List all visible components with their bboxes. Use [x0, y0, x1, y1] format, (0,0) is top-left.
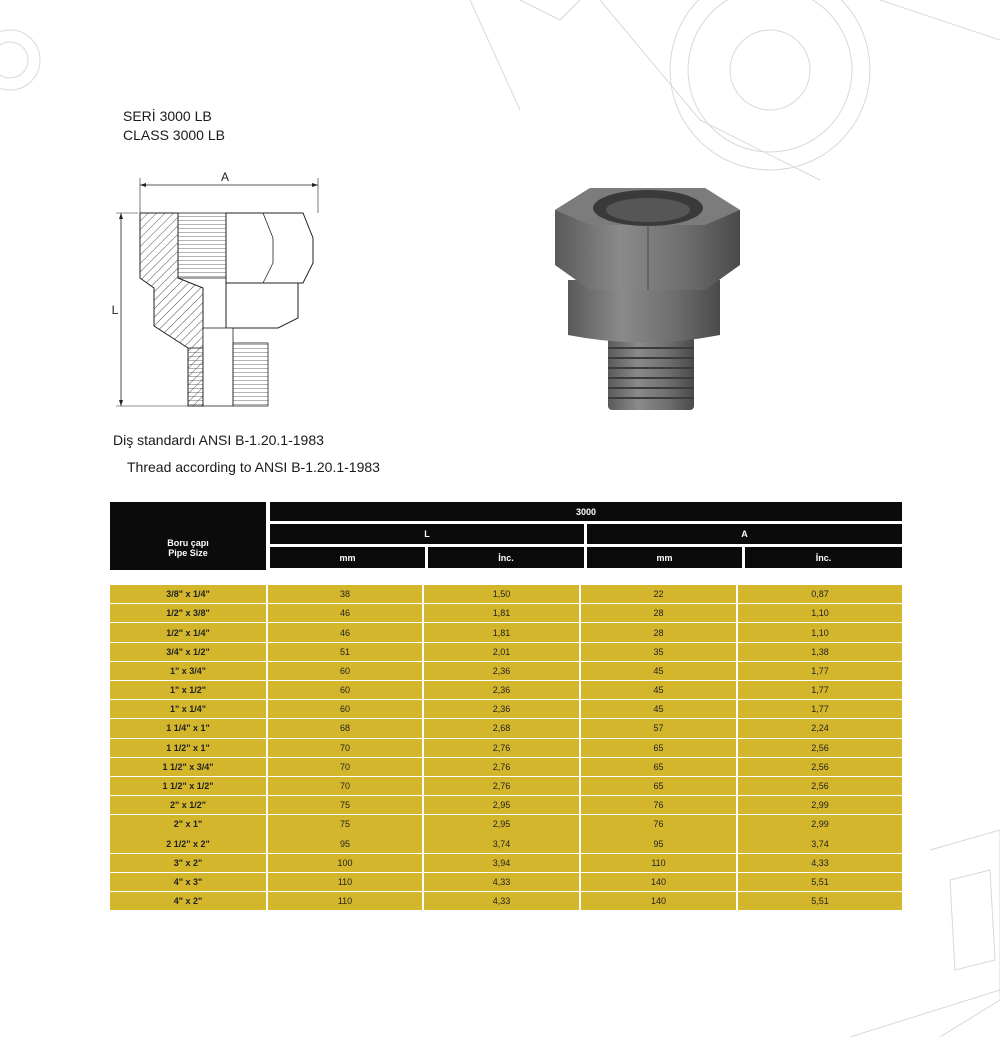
col-l-inc: İnc.	[428, 547, 584, 568]
table-row	[110, 681, 902, 699]
cell-size: 1" x 1/4"	[110, 700, 268, 718]
cell-a-mm: 65	[581, 777, 738, 795]
table-row	[110, 643, 902, 661]
cell-l-inc: 2,76	[424, 777, 581, 795]
thread-note-tr: Diş standardı ANSI B-1.20.1-1983	[113, 432, 324, 448]
cell-size: 4" x 3"	[110, 873, 268, 891]
cell-a-mm: 22	[581, 585, 738, 603]
cell-a-inc: 1,77	[738, 662, 902, 680]
cell-a-mm: 28	[581, 623, 738, 641]
class-header: 3000	[270, 502, 902, 521]
cell-a-mm: 76	[581, 796, 738, 814]
cell-a-mm: 140	[581, 873, 738, 891]
cell-a-mm: 76	[581, 815, 738, 833]
cell-l-inc: 1,50	[424, 585, 581, 603]
size-header	[110, 502, 266, 570]
cell-a-inc: 2,56	[738, 777, 902, 795]
cell-a-mm: 65	[581, 758, 738, 776]
cell-l-mm: 51	[268, 643, 424, 661]
cell-size: 3" x 2"	[110, 854, 268, 872]
series-tr: SERİ 3000 LB	[123, 108, 212, 124]
table-row	[110, 719, 902, 737]
cell-a-inc: 2,56	[738, 758, 902, 776]
cell-a-mm: 65	[581, 739, 738, 757]
cell-l-mm: 60	[268, 681, 424, 699]
table-row	[110, 585, 902, 603]
table-row	[110, 700, 902, 718]
cell-a-inc: 1,77	[738, 700, 902, 718]
dim-l-label: L	[111, 303, 119, 317]
cell-size: 4" x 2"	[110, 892, 268, 910]
cell-a-mm: 45	[581, 700, 738, 718]
table-row	[110, 834, 902, 852]
cell-l-inc: 1,81	[424, 623, 581, 641]
section-drawing	[108, 168, 348, 413]
table-row	[110, 662, 902, 680]
cell-l-mm: 110	[268, 873, 424, 891]
cell-size: 1 1/2" x 3/4"	[110, 758, 268, 776]
group-a-header: A	[587, 524, 902, 544]
table-row	[110, 873, 902, 891]
cell-a-inc: 5,51	[738, 892, 902, 910]
cell-l-inc: 2,36	[424, 700, 581, 718]
table-row	[110, 604, 902, 622]
size-label-en: Pipe Size	[168, 548, 208, 558]
cell-size: 1/2" x 3/8"	[110, 604, 268, 622]
cell-a-inc: 0,87	[738, 585, 902, 603]
cell-l-inc: 4,33	[424, 873, 581, 891]
cell-l-mm: 46	[268, 604, 424, 622]
table-row	[110, 623, 902, 641]
table-row	[110, 758, 902, 776]
cell-l-mm: 75	[268, 796, 424, 814]
cell-l-inc: 2,76	[424, 739, 581, 757]
cell-size: 3/8" x 1/4"	[110, 585, 268, 603]
cell-size: 1 1/4" x 1"	[110, 719, 268, 737]
cell-l-mm: 70	[268, 777, 424, 795]
cell-size: 1" x 1/2"	[110, 681, 268, 699]
table-row	[110, 739, 902, 757]
cell-l-mm: 60	[268, 700, 424, 718]
cell-a-inc: 1,10	[738, 623, 902, 641]
cell-a-inc: 2,99	[738, 815, 902, 833]
cell-a-inc: 2,24	[738, 719, 902, 737]
table-row	[110, 892, 902, 910]
cell-a-mm: 28	[581, 604, 738, 622]
col-a-mm: mm	[587, 547, 742, 568]
series-en: CLASS 3000 LB	[123, 127, 225, 143]
cell-a-mm: 35	[581, 643, 738, 661]
cell-l-inc: 3,74	[424, 834, 581, 852]
cell-size: 3/4" x 1/2"	[110, 643, 268, 661]
cell-a-inc: 5,51	[738, 873, 902, 891]
cell-size: 1 1/2" x 1"	[110, 739, 268, 757]
cell-a-mm: 57	[581, 719, 738, 737]
cell-a-inc: 1,38	[738, 643, 902, 661]
cell-a-mm: 110	[581, 854, 738, 872]
cell-l-mm: 110	[268, 892, 424, 910]
cell-a-inc: 1,77	[738, 681, 902, 699]
thread-note-en: Thread according to ANSI B-1.20.1-1983	[127, 459, 380, 475]
cell-l-inc: 2,01	[424, 643, 581, 661]
cell-l-inc: 2,36	[424, 662, 581, 680]
table-row	[110, 815, 902, 833]
col-a-inc: İnc.	[745, 547, 902, 568]
cell-size: 1" x 3/4"	[110, 662, 268, 680]
cell-l-inc: 3,94	[424, 854, 581, 872]
cell-l-inc: 2,76	[424, 758, 581, 776]
cell-l-mm: 95	[268, 834, 424, 852]
cell-a-mm: 95	[581, 834, 738, 852]
cell-l-inc: 1,81	[424, 604, 581, 622]
table-row	[110, 777, 902, 795]
cell-size: 2" x 1"	[110, 815, 268, 833]
cell-l-mm: 60	[268, 662, 424, 680]
cell-a-inc: 3,74	[738, 834, 902, 852]
cell-size: 2" x 1/2"	[110, 796, 268, 814]
table-body	[110, 585, 902, 911]
cell-a-mm: 45	[581, 681, 738, 699]
cell-l-mm: 70	[268, 739, 424, 757]
cell-l-mm: 75	[268, 815, 424, 833]
cell-a-inc: 1,10	[738, 604, 902, 622]
cell-a-inc: 4,33	[738, 854, 902, 872]
col-l-mm: mm	[270, 547, 425, 568]
cell-a-mm: 45	[581, 662, 738, 680]
dim-a-label: A	[220, 170, 230, 184]
cell-size: 2 1/2" x 2"	[110, 834, 268, 852]
cell-l-mm: 38	[268, 585, 424, 603]
cell-size: 1/2" x 1/4"	[110, 623, 268, 641]
series-title	[123, 107, 225, 145]
product-image	[540, 170, 760, 425]
group-l-header: L	[270, 524, 584, 544]
cell-size: 1 1/2" x 1/2"	[110, 777, 268, 795]
cell-l-inc: 4,33	[424, 892, 581, 910]
cell-l-mm: 68	[268, 719, 424, 737]
cell-l-inc: 2,95	[424, 796, 581, 814]
cell-l-inc: 2,68	[424, 719, 581, 737]
table-row	[110, 854, 902, 872]
table-row	[110, 796, 902, 814]
cell-a-inc: 2,56	[738, 739, 902, 757]
cell-l-mm: 70	[268, 758, 424, 776]
cell-l-inc: 2,95	[424, 815, 581, 833]
size-label-tr: Boru çapı	[167, 538, 209, 548]
cell-a-inc: 2,99	[738, 796, 902, 814]
cell-a-mm: 140	[581, 892, 738, 910]
cell-l-mm: 100	[268, 854, 424, 872]
cell-l-mm: 46	[268, 623, 424, 641]
cell-l-inc: 2,36	[424, 681, 581, 699]
